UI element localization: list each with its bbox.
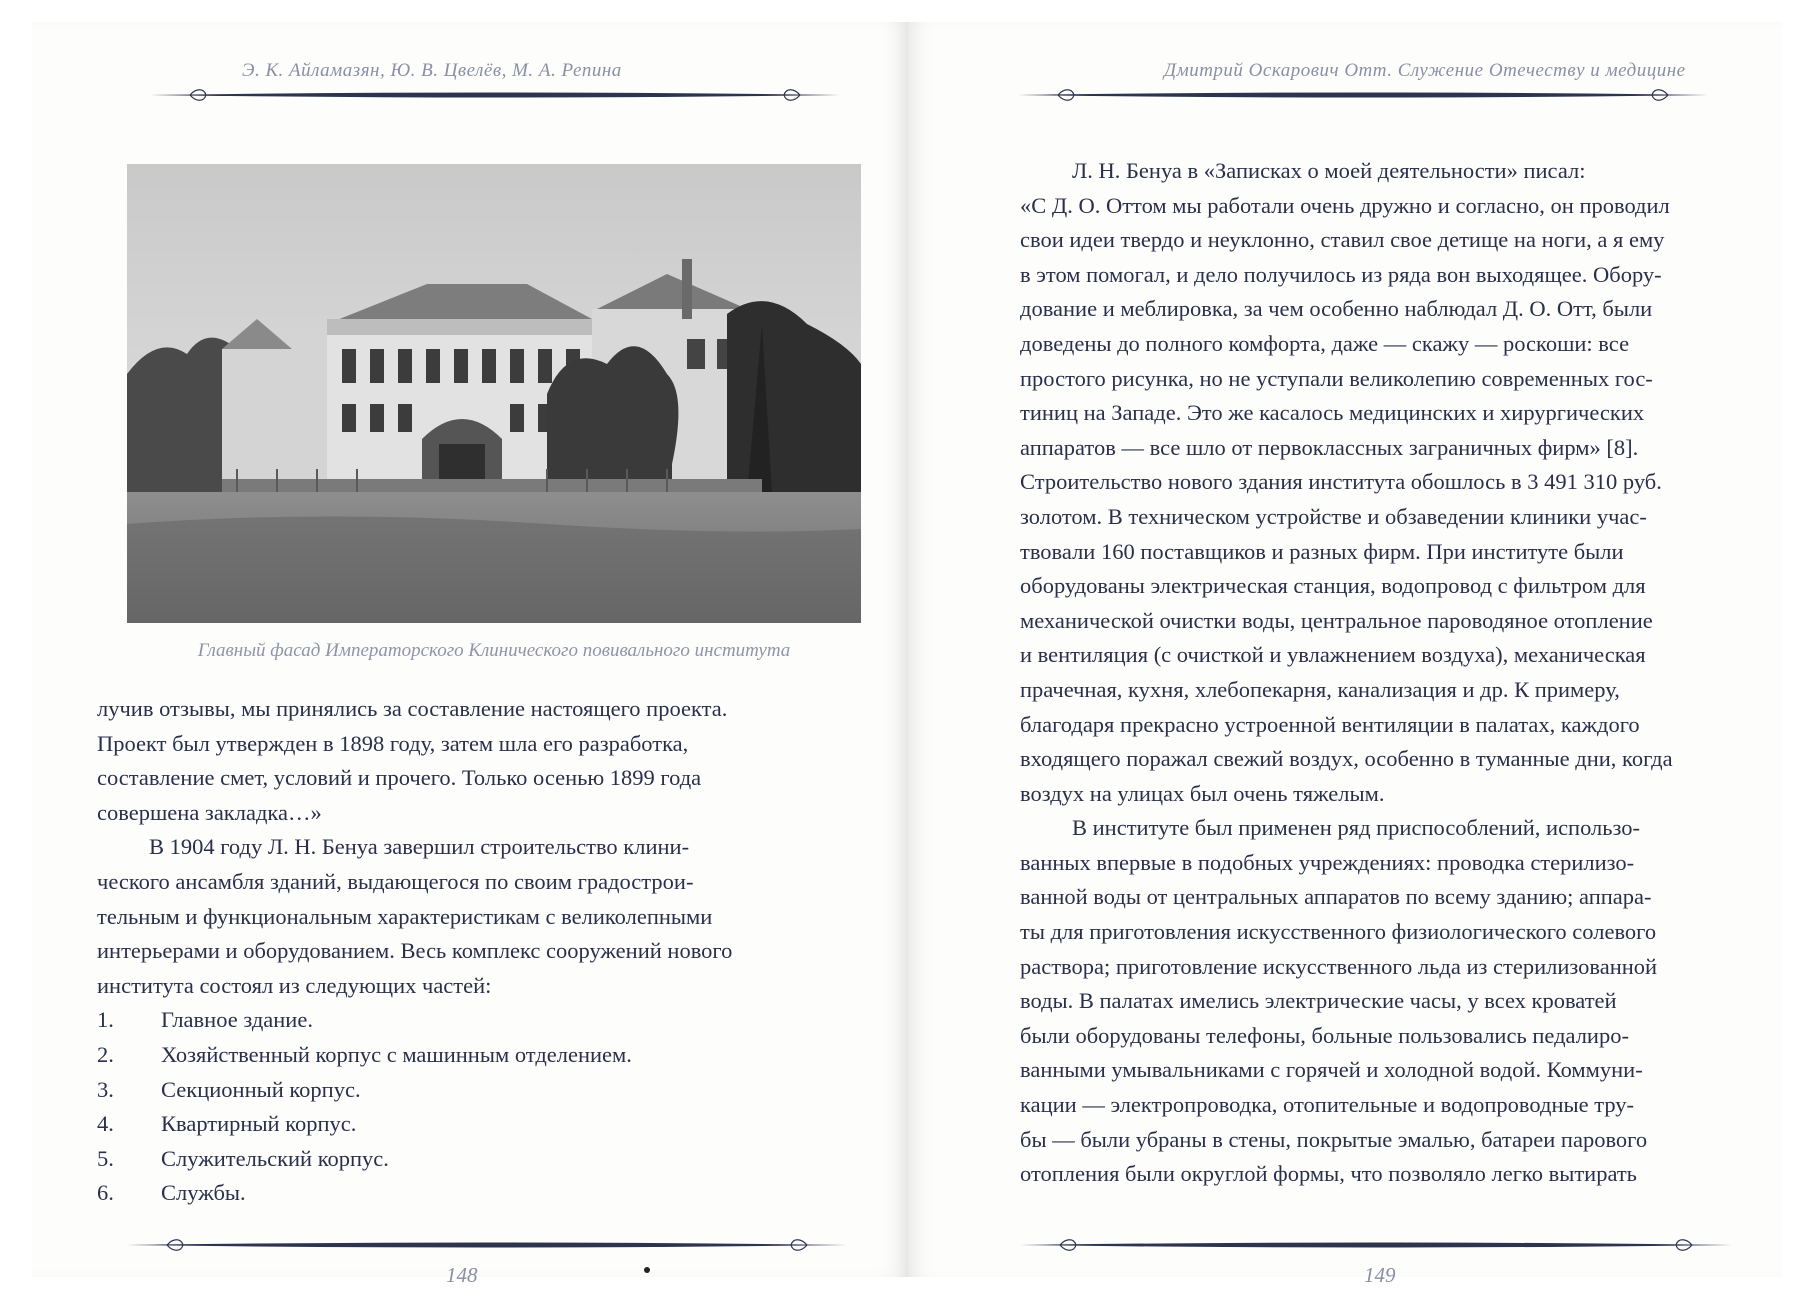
- right-header-rule: [1018, 84, 1708, 106]
- right-body-text: [1020, 154, 1742, 1192]
- left-page: [32, 22, 908, 1287]
- right-page-number: 149: [1364, 1263, 1396, 1287]
- list-item: 2. Хозяйственный корпус с машинным отделением.: [97, 1041, 632, 1067]
- left-footer-rule: [127, 1234, 847, 1256]
- left-body-text: [97, 692, 860, 1211]
- list-item: 5. Служительский корпус.: [97, 1145, 389, 1171]
- photo-caption: Главный фасад Императорского Клинического повивального института: [197, 640, 791, 661]
- paragraph-benois-1904: В 1904 году Л. Н. Бенуа завершил строительство клини- ческого ансамбля зданий, выдающегося по своим градострои- тельным и функциональным характеристикам с великолепными интерьерами и оборудованием. Весь комплекс сооружений нового института состоял из следующих частей:: [97, 834, 733, 998]
- left-header-rule: [150, 84, 840, 106]
- right-page: [908, 22, 1782, 1287]
- list-item: 6. Службы.: [97, 1180, 246, 1206]
- building-parts-list: [97, 1003, 860, 1211]
- continued-paragraph: лучив отзывы, мы принялись за составление настоящего проекта. Проект был утвержден в 1898 году, затем шла его разработка, составление смет, условий и прочего. Только осенью 1899 года совершена закладка…»: [97, 696, 728, 825]
- left-page-number: 148: [446, 1263, 478, 1287]
- right-footer-rule: [1020, 1234, 1732, 1256]
- right-running-head: Дмитрий Оскарович Отт. Служение Отечеству и медицине: [1164, 60, 1686, 81]
- institute-facade-photo: [127, 164, 861, 623]
- list-item: 3. Секционный корпус.: [97, 1076, 361, 1102]
- ink-dot: [644, 1267, 650, 1273]
- paragraph-benois-memoirs: Л. Н. Бенуа в «Записках о моей деятельности» писал: «С Д. О. Оттом мы работали очень дружно и согласно, он проводил свои идеи твердо и неуклонно, ставил свое детище на ноги, а я ему в этом помогал, и дело получилось из ряда вон выходящее. Обору- дование и меблировка, за чем особенно наблюдал Д. О. Отт, были доведены до полного комфорта, даже — скажу — роскоши: все простого рисунка, но не уступали великолепию современных гос- тиниц на Западе. Это же касалось медицинских и хирургических аппаратов — все шло от первоклассных заграничных фирм» [8]. Строительство нового здания института обошлось в 3 491 310 руб. золотом. В техническом устройстве и обзаведении клиники учас- твовали 160 поставщиков и разных фирм. При институте были оборудованы электрическая станция, водопровод с фильтром для механической очистки воды, центральное пароводяное отопление и вентиляция (с очисткой и увлажнением воздуха), механическая прачечная, кухня, хлебопекарня, канализация и др. К примеру, благодаря прекрасно устроенной вентиляции в палатах, каждого входящего поражал свежий воздух, особенно в туманные дни, когда воздух на улицах был очень тяжелым.: [1020, 158, 1673, 806]
- list-item: 4. Квартирный корпус.: [97, 1111, 357, 1137]
- list-item: 1. Главное здание.: [97, 1007, 313, 1033]
- left-running-head: Э. К. Айламазян, Ю. В. Цвелёв, М. А. Репина: [242, 60, 622, 81]
- paragraph-innovations: В институте был применен ряд приспособлений, использо- ванных впервые в подобных учреждениях: проводка стерилизо- ванной воды от центральных аппаратов по всему зданию; аппара- ты для приготовления искусственного физиологического солевого раствора; приготовление искусственного льда из стерилизованной воды. В палатах имелись электрические часы, у всех кроватей были оборудованы телефоны, больные пользовались педалиро- ванными умывальниками с горячей и холодной водой. Коммуни- кации — электропроводка, отопительные и водопроводные тру- бы — были убраны в стены, покрытые эмалью, батареи парового отопления были округлой формы, что позволяло легко вытирать: [1020, 815, 1658, 1187]
